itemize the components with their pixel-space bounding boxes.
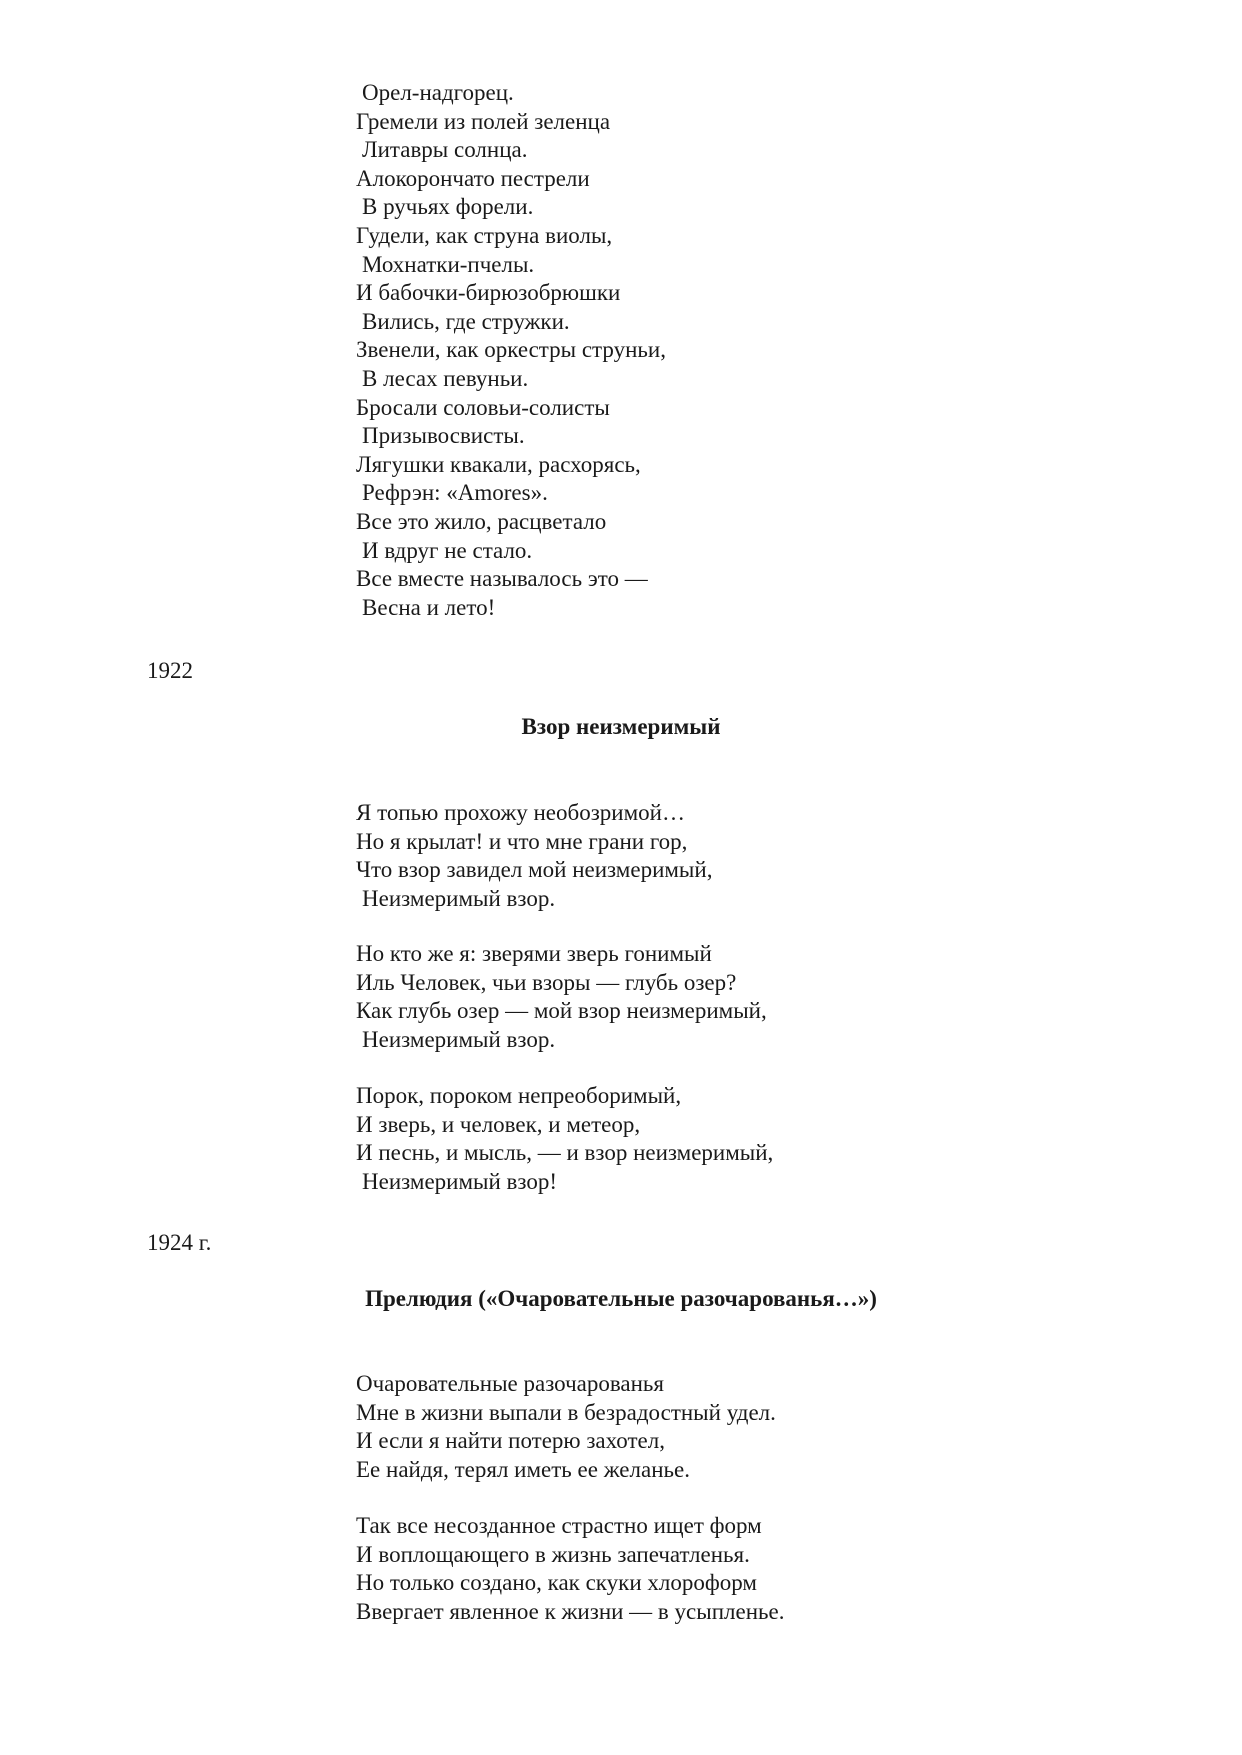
verse-line: Очаровательные разочарованья	[356, 1371, 664, 1396]
poem3-stanza-2	[356, 1512, 784, 1626]
verse-line: Литавры солнца.	[362, 137, 528, 163]
verse-line: Что взор завидел мой неизмеримый,	[356, 857, 713, 883]
verse-line: Ввергает явленное к жизни — в усыпленье.	[356, 1598, 785, 1624]
verse-line: Но я крылат! и что мне грани гор,	[356, 828, 688, 854]
verse-line: И если я найти потерю захотел,	[356, 1428, 665, 1454]
verse-line: Звенели, как оркестры струньи,	[356, 337, 666, 363]
poem2-stanza-3	[356, 1082, 773, 1196]
poem3-stanza-1	[356, 1370, 776, 1484]
verse-line: Но только создано, как скуки хлороформ	[356, 1570, 757, 1596]
poem1-stanza	[356, 79, 666, 622]
poem2-title: Взор неизмеримый	[521, 714, 721, 739]
verse-line: Гудели, как струна виолы,	[356, 222, 613, 248]
verse-line: И бабочки-бирюзобрюшки	[356, 280, 621, 306]
verse-line: Все это жило, расцветало	[356, 508, 607, 534]
verse-line: Ее найдя, терял иметь ее желанье.	[356, 1456, 690, 1482]
poem2-date: 1924 г.	[147, 1230, 212, 1255]
verse-line: Рефрэн: «Amores».	[362, 480, 548, 506]
verse-line: Вились, где стружки.	[362, 308, 570, 334]
verse-line: В лесах певуньи.	[362, 365, 529, 391]
verse-line: Все вместе называлось это —	[356, 566, 648, 592]
verse-line: Я топью прохожу необозримой…	[356, 800, 685, 825]
verse-line: Лягушки квакали, расхорясь,	[356, 451, 641, 477]
poem2-stanza-1	[356, 799, 712, 913]
verse-line: Бросали соловьи-солисты	[356, 394, 610, 420]
verse-line: Мохнатки-пчелы.	[362, 251, 535, 277]
verse-line: И зверь, и человек, и метеор,	[356, 1111, 641, 1137]
verse-line: Мне в жизни выпали в безрадостный удел.	[356, 1399, 776, 1425]
verse-line: И песнь, и мысль, — и взор неизмеримый,	[356, 1140, 774, 1166]
verse-line: Так все несозданное страстно ищет форм	[356, 1513, 762, 1538]
verse-line: Призывосвисты.	[362, 423, 525, 449]
verse-line: Гремели из полей зеленца	[356, 108, 611, 134]
poem1-date: 1922	[147, 658, 193, 683]
verse-line: Иль Человек, чьи взоры — глубь озер?	[356, 969, 737, 995]
verse-line: Орел-надгорец.	[362, 80, 514, 105]
verse-line: В ручьях форели.	[362, 194, 534, 220]
verse-line: Порок, пороком непреоборимый,	[356, 1083, 682, 1108]
verse-line: Но кто же я: зверями зверь гонимый	[356, 941, 712, 966]
verse-line: Алокорончато пестрели	[356, 165, 590, 191]
verse-line: Неизмеримый взор.	[362, 885, 556, 911]
verse-line: Как глубь озер — мой взор неизмеримый,	[356, 998, 767, 1024]
verse-line: Неизмеримый взор!	[362, 1168, 557, 1194]
verse-line: И вдруг не стало.	[362, 537, 533, 563]
verse-line: Весна и лето!	[362, 594, 496, 620]
poem2-stanza-2	[356, 940, 767, 1054]
poem3-title: Прелюдия («Очаровательные разочарованья…»)	[365, 1286, 877, 1311]
verse-line: Неизмеримый взор.	[362, 1026, 556, 1052]
verse-line: И воплощающего в жизнь запечатленья.	[356, 1541, 750, 1567]
